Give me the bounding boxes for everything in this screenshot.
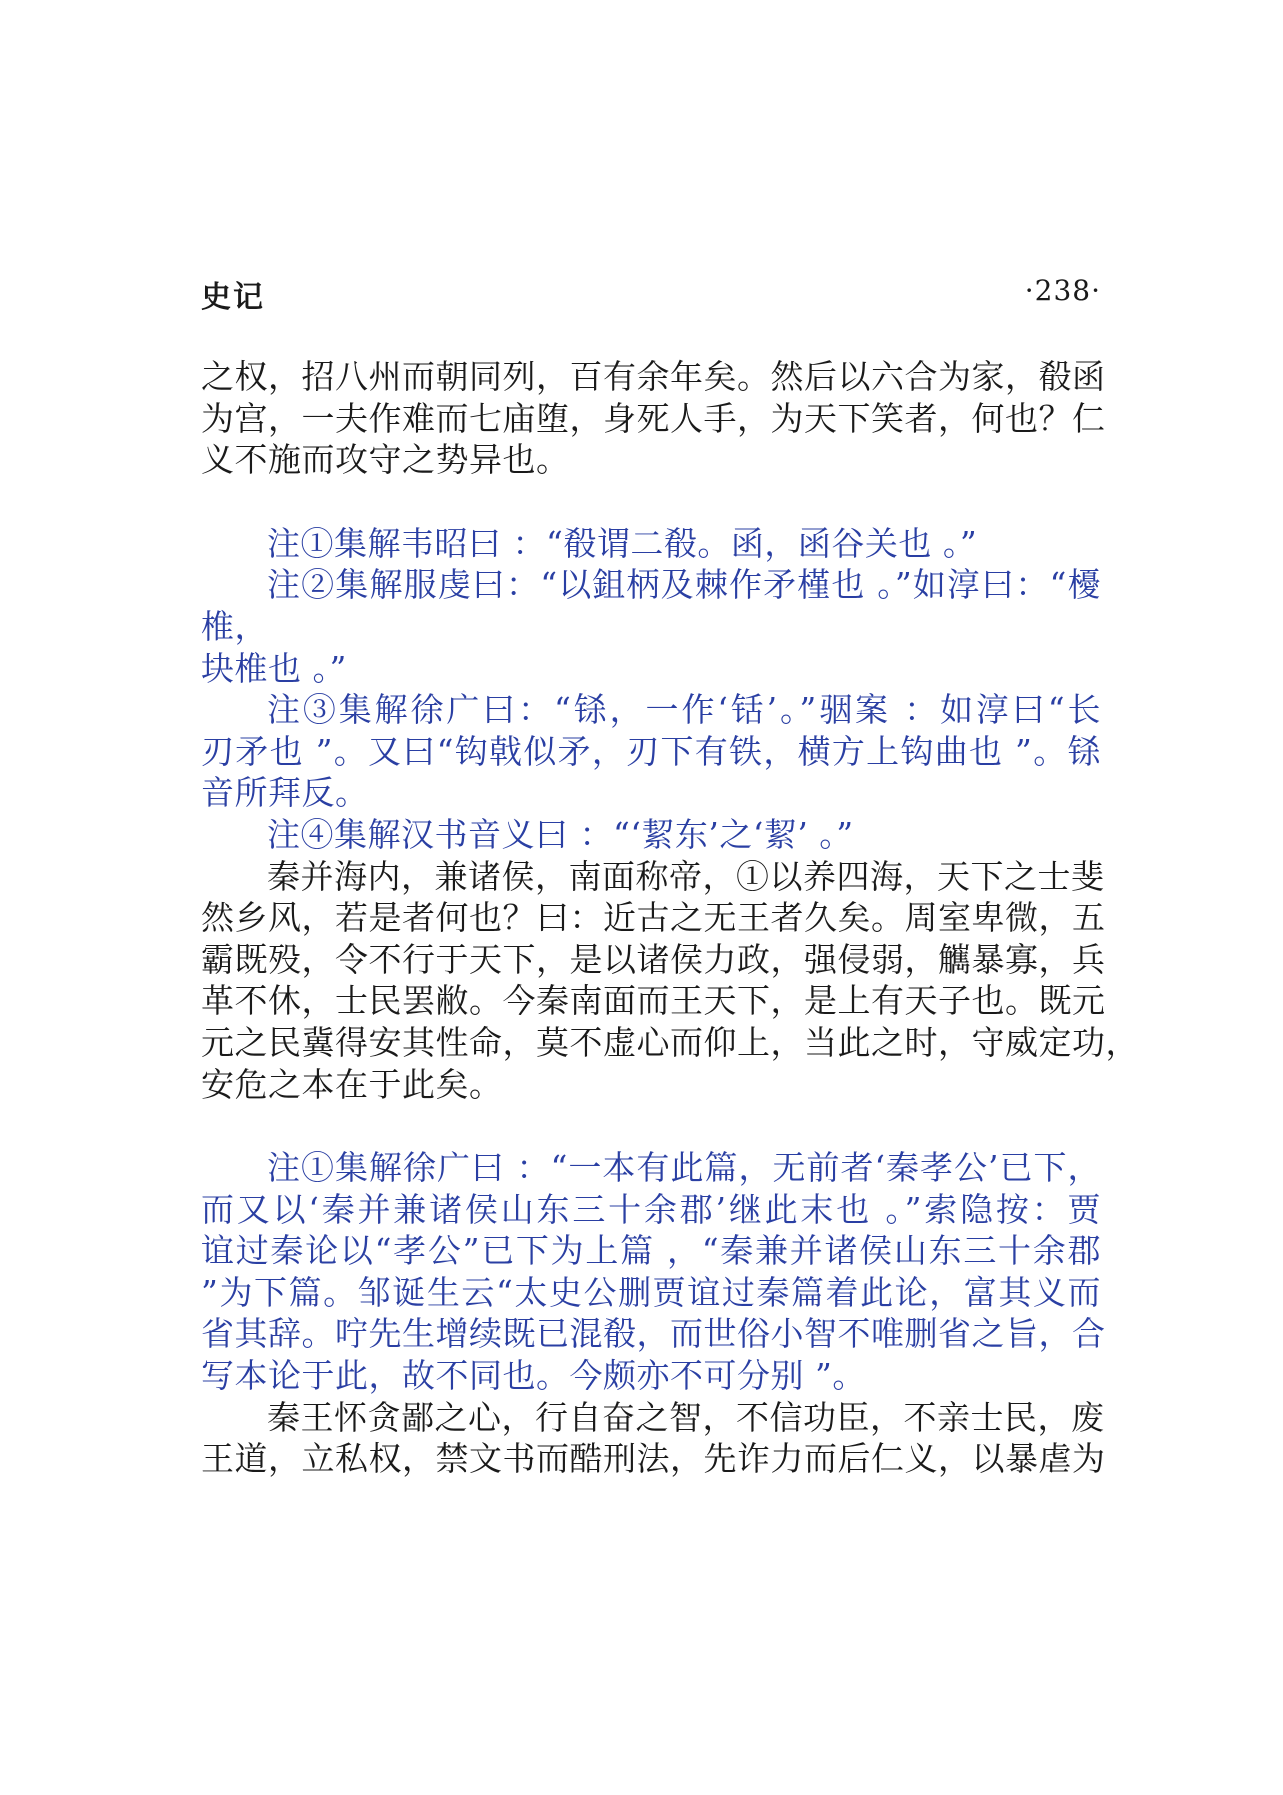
annotation-line: 写本论于此，故不同也。今颇亦不可分别 ”。 [201,1356,866,1396]
annotation-line: 注①集解徐广曰 ：“一本有此篇，无前者‘秦孝公’已下， [267,1148,1101,1188]
annotation-line: 注①集解韦昭曰 ：“殽谓二殽。函，函谷关也 。” [267,523,978,563]
text-line: 元之民冀得安其性命，莫不虚心而仰上，当此之时，守威定功， [201,1022,1139,1062]
text-line: 安危之本在于此矣。 [201,1064,503,1104]
text-line: 革不休，士民罢敝。今秦南面而王天下，是上有天子也。既元 [201,981,1106,1021]
annotation-line: 注③集解徐广曰：“铩，一作‘铦’。”骃案 ：如淳曰“长 [267,690,1101,730]
annotation-line: ”为下篇。邹诞生云“太史公删贾谊过秦篇着此论，富其义而 [201,1272,1101,1312]
annotation-line: 音所拜反。 [201,773,369,813]
text-line: 王道，立私权，禁文书而酷刑法，先诈力而后仁义，以暴虐为 [201,1439,1106,1479]
text-line: 义不施而攻守之势异也。 [201,440,570,480]
annotation-line: 而又以‘秦并兼诸侯山东三十余郡’继此末也 。”索隐按：贾 [201,1189,1101,1229]
annotation-line: 椎， [201,606,268,646]
text-line: 然乡风，若是者何也？曰：近古之无王者久矣。周室卑微，五 [201,898,1106,938]
page-number: ·238· [1024,274,1101,307]
text-line: 之权，招八州而朝同列，百有余年矣。然后以六合为家，殽函 [201,357,1106,396]
paragraph-gap [201,1105,1101,1147]
book-title: 史记 [201,280,265,315]
annotation-line: 省其辞。咛先生增续既已混殽，而世俗小智不唯删省之旨，合 [201,1314,1106,1354]
annotation-line: 刃矛也 ”。又曰“钩戟似矛，刃下有铁，横方上钩曲也 ”。铩 [201,731,1101,771]
annotation-line: 谊过秦论以“孝公”已下为上篇 ，“秦兼并诸侯山东三十余郡 [201,1231,1101,1271]
page-body [201,356,1139,1480]
text-line: 霸既殁，令不行于天下，是以诸侯力政，强侵弱，觽暴寡，兵 [201,939,1106,979]
annotation-line: 块椎也 。” [201,648,347,688]
text-line: 秦并海内，兼诸侯，南面称帝，①以养四海，天下之士斐 [267,856,1105,896]
page-header [201,272,1101,316]
text-line: 秦王怀贪鄙之心，行自奋之智，不信功臣，不亲士民，废 [267,1397,1105,1437]
paragraph-gap [201,481,1101,523]
annotation-line: 注②集解服虔曰：“以鉏柄及棘作矛槿也 。”如淳曰：“櫌 [267,565,1101,605]
annotation-line: 注④集解汉书音义曰 ：“‘絜东’之‘絜’ 。” [267,814,854,854]
text-line: 为宫，一夫作难而七庙堕，身死人手，为天下笑者，何也？仁 [201,398,1106,438]
